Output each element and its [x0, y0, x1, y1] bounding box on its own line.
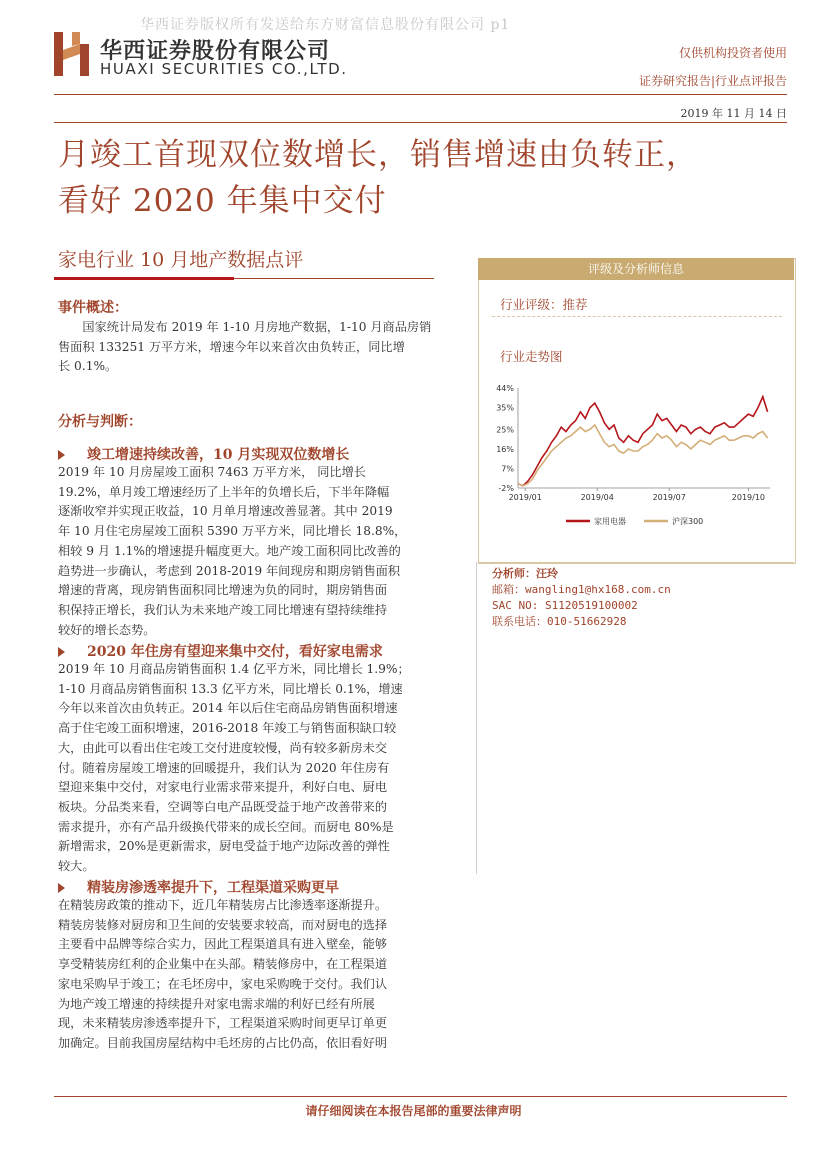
- event-line: 国家统计局发布 2019 年 1-10 月房地产数据，1-10 月商品房销: [82, 320, 432, 334]
- bullet-arrow-icon: [58, 647, 65, 657]
- point-line: 望迎来集中交付，对家电行业需求带来提升，利好白电、厨电: [58, 780, 388, 795]
- y-tick-label: 25%: [496, 425, 514, 435]
- rating-panel-header: 评级及分析师信息: [478, 258, 794, 280]
- point-line: 家电采购早于竣工；在毛坯房中，家电采购晚于交付。我们认: [58, 976, 388, 991]
- audience-note: 仅供机构投资者使用: [678, 46, 787, 60]
- header-rule: [54, 94, 787, 95]
- y-tick-label: 16%: [496, 444, 514, 454]
- y-tick-label: -2%: [498, 484, 514, 493]
- analyst-phone: 联系电话：010-51662928: [492, 615, 627, 628]
- point-line: 需求提升，亦有产品升级换代带来的成长空间。而厨电 80%是: [58, 819, 394, 834]
- x-tick-label: 2019/07: [652, 493, 686, 502]
- legal-notice: 请仔细阅读在本报告尾部的重要法律声明: [305, 1104, 522, 1118]
- point-line: 增速的背离，现房销售面积同比增速为负的同时，期房销售面: [58, 583, 388, 598]
- analysis-heading: 分析与判断：: [58, 414, 142, 430]
- point-line: 享受精装房红利的企业集中在头部。精装修房中，在工程渠道: [58, 957, 388, 972]
- title-line-1: 月竣工首现双位数增长，销售增速由负转正，: [58, 137, 698, 173]
- point-line: 为地产竣工增速的持续提升对家电需求端的利好已经有所展: [58, 996, 375, 1011]
- analyst-sac: SAC NO: S1120519100002: [492, 599, 638, 612]
- point-line: 在精装房政策的推动下，近几年精装房占比渗透率逐渐提升。: [58, 898, 388, 912]
- point-3-title: 精装房渗透率提升下，工程渠道采购更早: [58, 877, 339, 897]
- point-line: 现，未来精装房渗透率提升下，工程渠道采购时间更早订单更: [58, 1016, 388, 1031]
- rating-label: 行业评级：: [500, 297, 563, 312]
- rating-value: 推荐: [562, 297, 588, 312]
- point-2-body: [58, 660, 458, 877]
- point-1-title: 竣工增速持续改善，10 月实现双位数增长: [58, 444, 349, 464]
- rating-divider: [492, 316, 782, 318]
- trend-chart-label: 行业走势图: [500, 349, 563, 364]
- report-date: 2019 年 11 月 14 日: [680, 107, 787, 120]
- point-line: 加确定。目前我国房屋结构中毛坯房的占比仍高，依旧看好明: [58, 1035, 388, 1050]
- point-line: 趋势进一步确认，考虑到 2018-2019 年间现房和期房销售面积: [58, 563, 401, 578]
- analyst-info: [492, 566, 671, 630]
- series-line-1: [518, 397, 768, 486]
- point-line: 年 10 月住宅房屋竣工面积 5390 万平方米，同比增长 18.8%，: [58, 524, 407, 539]
- company-name-en: HUAXI SECURITIES CO.,LTD.: [100, 60, 348, 78]
- point-line: 板块。分品类来看，空调等白电产品既受益于地产改善带来的: [58, 799, 388, 814]
- column-divider: [476, 562, 477, 874]
- report-subtitle: 家电行业 10 月地产数据点评: [58, 249, 304, 271]
- bullet-arrow-icon: [58, 450, 65, 460]
- legend-label: 沪深300: [672, 517, 704, 526]
- subtitle-underline-accent: [54, 277, 234, 280]
- y-tick-label: 7%: [501, 464, 514, 474]
- report-type: 证券研究报告|行业点评报告: [638, 74, 787, 88]
- footer-rule: [54, 1096, 787, 1097]
- title-line-2: 看好 2020 年集中交付: [58, 183, 387, 219]
- point-line: 付。随着房屋竣工增速的回暖提升，我们认为 2020 年住房有: [58, 760, 390, 775]
- company-name-cn: 华西证券股份有限公司: [100, 39, 331, 64]
- point-line: 今年以来首次由负转正。2014 年以后住宅商品房销售面积增速: [58, 701, 398, 716]
- legend-label: 家用电器: [594, 517, 626, 526]
- point-line: 精装房装修对厨房和卫生间的安装要求较高，而对厨电的选择: [58, 917, 388, 932]
- point-line: 2019 年 10 月商品房销售面积 1.4 亿平方米，同比增长 1.9%；: [58, 662, 410, 676]
- x-tick-label: 2019/01: [508, 493, 542, 502]
- event-line: 售面积 133251 万平方米，增速今年以来首次由负转正，同比增: [58, 339, 405, 354]
- x-tick-label: 2019/04: [580, 493, 614, 502]
- y-tick-label: 35%: [496, 403, 514, 413]
- bullet-arrow-icon: [58, 883, 65, 893]
- point-3-body: [58, 896, 458, 1054]
- event-body: [58, 318, 460, 377]
- point-line: 较大。: [58, 859, 95, 874]
- point-line: 高于住宅竣工面积增速，2016-2018 年竣工与销售面积缺口较: [58, 721, 397, 736]
- industry-rating: [500, 295, 588, 313]
- point-line: 新增需求，20%是更新需求，厨电受益于地产边际改善的弹性: [58, 839, 390, 854]
- y-tick-label: 44%: [496, 384, 514, 393]
- point-2-title: 2020 年住房有望迎来集中交付，看好家电需求: [58, 641, 383, 661]
- x-tick-label: 2019/10: [731, 493, 766, 502]
- point-line: 相较 9 月 1.1%的增速提升幅度更大。地产竣工面积同比改善的: [58, 543, 401, 558]
- watermark: 华西证券版权所有发送给东方财富信息股份有限公司 p1: [140, 17, 511, 33]
- subtitle-underline: [234, 278, 434, 279]
- trend-chart: [484, 376, 784, 536]
- point-line: 积保持正增长，我们认为未来地产竣工同比增速有望持续维持: [58, 602, 388, 617]
- event-line: 长 0.1%。: [58, 359, 118, 374]
- report-title: [58, 132, 798, 224]
- point-line: 较好的增长态势。: [58, 622, 156, 637]
- event-heading: 事件概述：: [58, 300, 128, 316]
- point-line: 19.2%，单月竣工增速经历了上半年的负增长后，下半年降幅: [58, 484, 390, 499]
- huaxi-logo-icon: [54, 32, 92, 76]
- analyst-rule: [478, 562, 794, 563]
- analyst-email: 邮箱：wangling1@hx168.com.cn: [492, 583, 671, 596]
- point-line: 1-10 月商品房销售面积 13.3 亿平方米，同比增长 0.1%，增速: [58, 681, 403, 696]
- point-line: 大，由此可以看出住宅竣工交付进度较慢，尚有较多新房未交: [58, 740, 388, 755]
- point-1-body: [58, 463, 458, 640]
- point-line: 2019 年 10 月房屋竣工面积 7463 万平方米， 同比增长: [58, 465, 366, 479]
- date-rule: [54, 122, 787, 123]
- point-line: 主要看中品牌等综合实力，因此工程渠道具有进入壁垒，能够: [58, 937, 388, 952]
- analyst-name: 分析师：汪玲: [492, 567, 558, 580]
- point-line: 逐渐收窄并实现正收益，10 月单月增速改善显著。其中 2019: [58, 504, 393, 519]
